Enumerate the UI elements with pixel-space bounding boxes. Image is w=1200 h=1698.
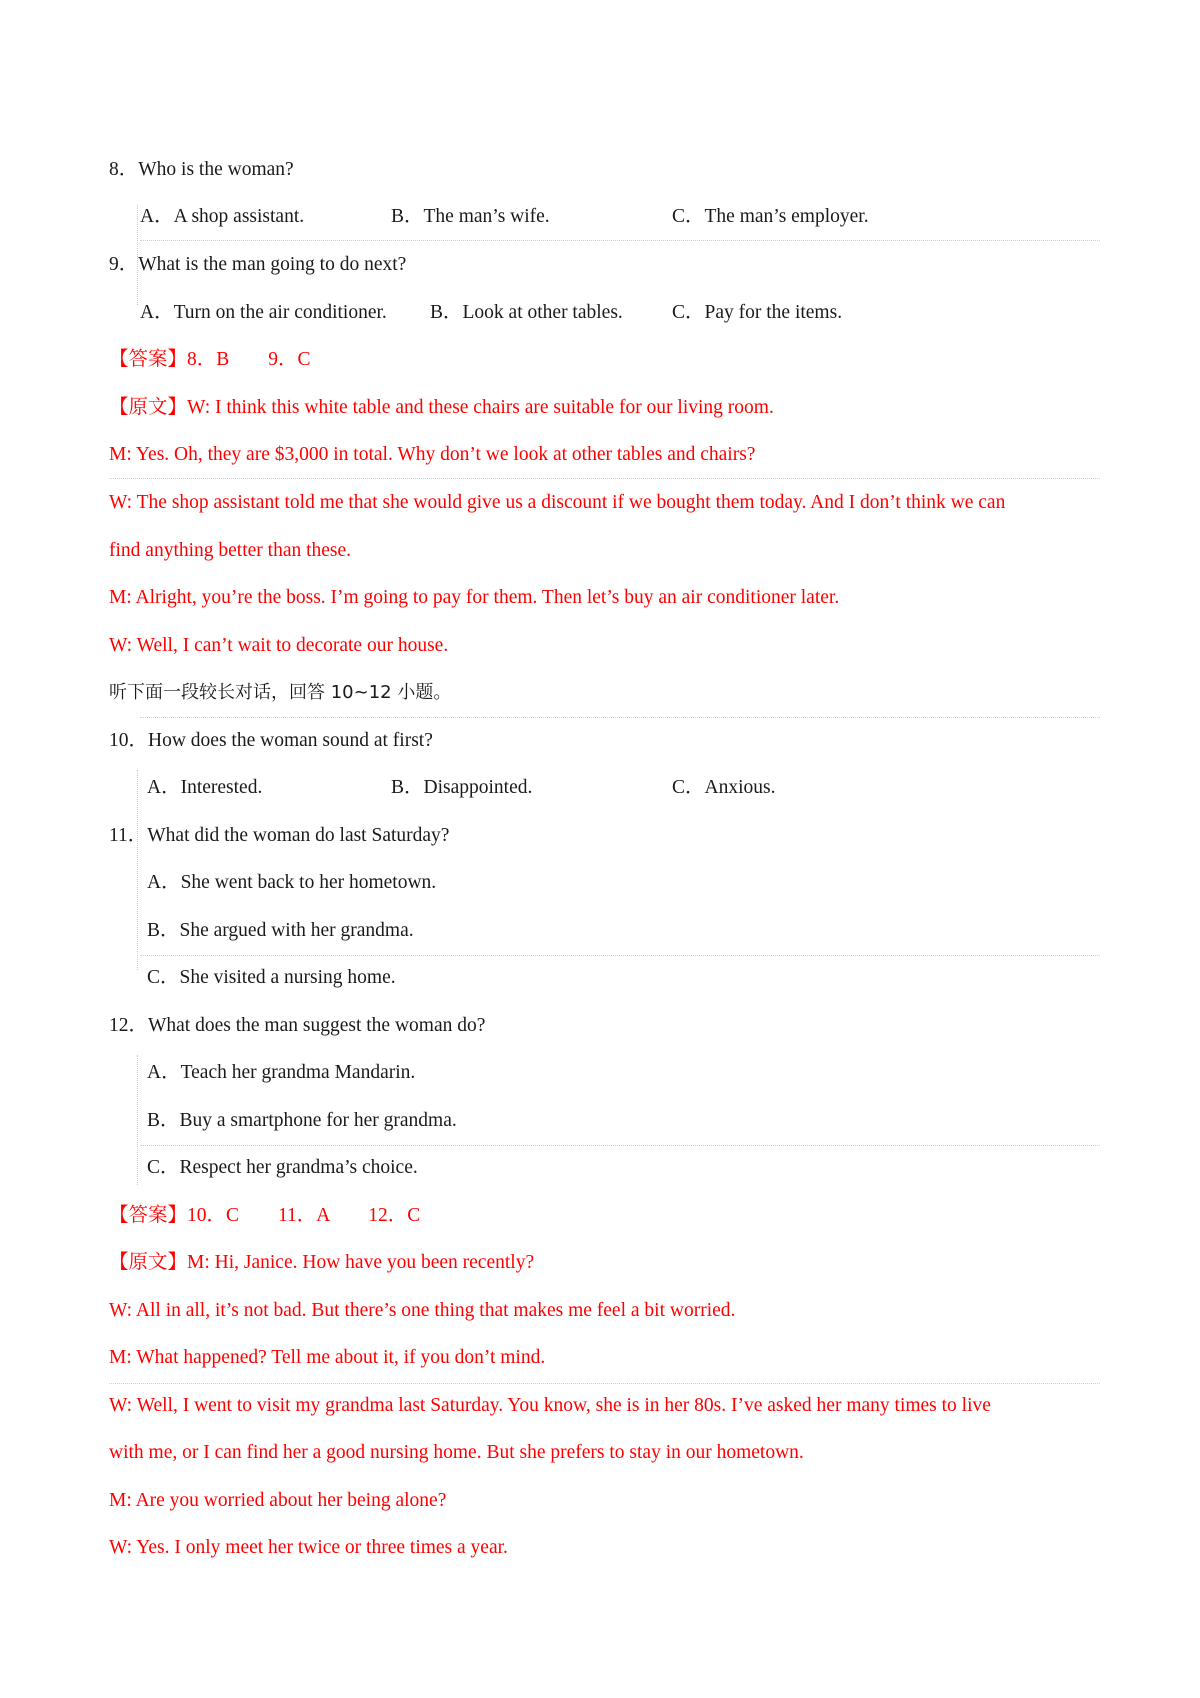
question-9: 9．What is the man going to do next? (109, 254, 407, 275)
q10-option-a: A．Interested. (147, 777, 263, 798)
q12-option-b: B．Buy a smartphone for her grandma. (147, 1110, 457, 1131)
transcript-2-line-5: with me, or I can find her a good nursing home. But she prefers to stay in our hometown. (109, 1442, 804, 1463)
answer-tag: 【答案】 (109, 1205, 188, 1226)
dotted-rule (140, 717, 1100, 718)
transcript-1-line-2: M: Yes. Oh, they are $3,000 in total. Why don’t we look at other tables and chairs? (109, 444, 756, 465)
transcript-2-line-7: W: Yes. I only meet her twice or three times a year. (109, 1537, 508, 1558)
transcript-1-line-1 (109, 395, 774, 421)
answer-line-2 (109, 1203, 420, 1229)
answer-tag: 【答案】 (109, 349, 188, 370)
q12-option-a: A．Teach her grandma Mandarin. (147, 1062, 416, 1083)
dotted-rule (140, 240, 1100, 241)
q11-option-c: C．She visited a nursing home. (147, 967, 396, 988)
dotted-rule (137, 770, 138, 970)
q8-option-c: C．The man’s employer. (672, 206, 869, 227)
dotted-rule (140, 955, 1100, 956)
transcript-2-line-6: M: Are you worried about her being alone? (109, 1490, 447, 1511)
transcript-2-line-1 (109, 1250, 534, 1276)
dotted-rule (140, 1145, 1100, 1146)
dotted-rule (137, 1055, 138, 1185)
transcript-1-line-3: W: The shop assistant told me that she would give us a discount if we bought them today. And I don’t think we can (109, 492, 1006, 513)
transcript-text: M: Hi, Janice. How have you been recently? (187, 1252, 535, 1273)
q8-option-a: A．A shop assistant. (140, 206, 305, 227)
transcript-text: W: I think this white table and these chairs are suitable for our living room. (187, 397, 774, 418)
question-8: 8．Who is the woman? (109, 159, 294, 180)
q9-option-b: B．Look at other tables. (430, 302, 623, 323)
answer-line-1 (109, 347, 311, 373)
q10-option-c: C．Anxious. (672, 777, 776, 798)
transcript-tag: 【原文】 (109, 1252, 188, 1273)
q9-option-a: A．Turn on the air conditioner. (140, 302, 387, 323)
answer-text: 8．B 9．C (187, 349, 311, 370)
dotted-rule (109, 478, 1100, 479)
answer-text: 10．C 11．A 12．C (187, 1205, 421, 1226)
q11-option-a: A．She went back to her hometown. (147, 872, 437, 893)
question-11: 11．What did the woman do last Saturday? (109, 825, 450, 846)
q10-option-b: B．Disappointed. (391, 777, 533, 798)
transcript-tag: 【原文】 (109, 397, 188, 418)
q11-option-b: B．She argued with her grandma. (147, 920, 414, 941)
transcript-2-line-3: M: What happened? Tell me about it, if you don’t mind. (109, 1347, 546, 1368)
section-intro: 听下面一段较长对话，回答 10~12 小题。 (109, 682, 452, 703)
q12-option-c: C．Respect her grandma’s choice. (147, 1157, 418, 1178)
transcript-1-line-5: M: Alright, you’re the boss. I’m going to pay for them. Then let’s buy an air conditioner later. (109, 587, 840, 608)
q9-option-c: C．Pay for the items. (672, 302, 843, 323)
dotted-rule (109, 1383, 1100, 1384)
q8-option-b: B．The man’s wife. (391, 206, 550, 227)
question-10: 10．How does the woman sound at first? (109, 730, 433, 751)
transcript-2-line-4: W: Well, I went to visit my grandma last Saturday. You know, she is in her 80s. I’ve asked her many times to live (109, 1395, 991, 1416)
transcript-1-line-4: find anything better than these. (109, 540, 352, 561)
question-12: 12．What does the man suggest the woman do? (109, 1015, 486, 1036)
transcript-1-line-6: W: Well, I can’t wait to decorate our house. (109, 635, 449, 656)
transcript-2-line-2: W: All in all, it’s not bad. But there’s one thing that makes me feel a bit worried. (109, 1300, 736, 1321)
